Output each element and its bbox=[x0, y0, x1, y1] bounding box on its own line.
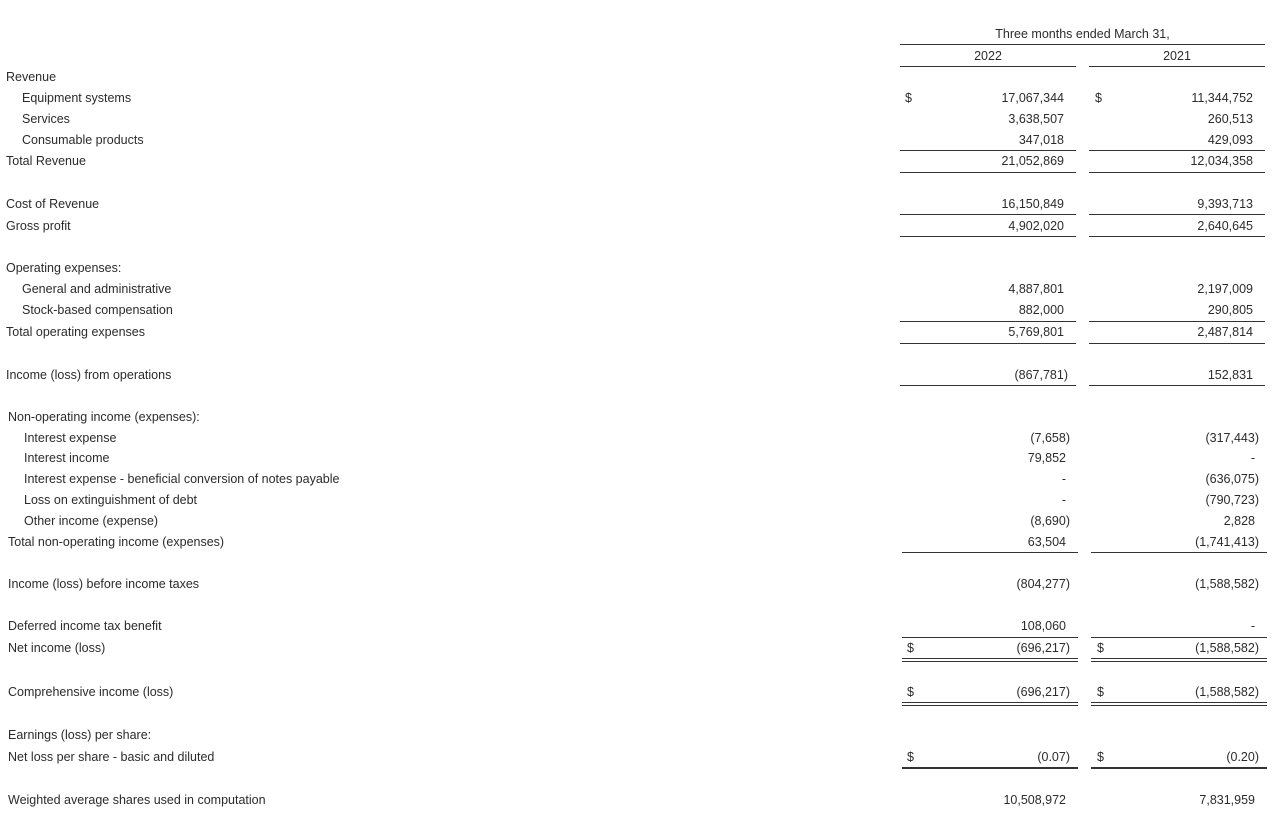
double-total-line bbox=[902, 661, 1078, 662]
services-2021: 260,513 bbox=[1207, 112, 1253, 126]
net-income-label: Net income (loss) bbox=[8, 641, 106, 655]
total-line bbox=[1089, 172, 1265, 173]
total-line bbox=[1089, 343, 1265, 344]
net-income-2022: (696,217) bbox=[1016, 641, 1070, 655]
comprehensive-income-label: Comprehensive income (loss) bbox=[8, 685, 174, 699]
equipment-systems-2022: 17,067,344 bbox=[1001, 91, 1064, 105]
total-line bbox=[1089, 385, 1265, 386]
year-2022-header: 2022 bbox=[974, 49, 1002, 63]
operating-expenses-heading: Operating expenses: bbox=[6, 261, 122, 275]
income-before-taxes-2021: (1,588,582) bbox=[1195, 577, 1259, 591]
non-operating-heading: Non-operating income (expenses): bbox=[8, 410, 200, 424]
double-total-line bbox=[1091, 705, 1267, 706]
comprehensive-income-2022: (696,217) bbox=[1016, 685, 1070, 699]
total-operating-expenses-2022: 5,769,801 bbox=[1008, 325, 1064, 339]
general-administrative-2022: 4,887,801 bbox=[1008, 282, 1064, 296]
currency-symbol: $ bbox=[907, 685, 914, 699]
loss-on-extinguishment-2022: - bbox=[1061, 493, 1066, 507]
total-line bbox=[900, 236, 1076, 237]
year-a-underline bbox=[900, 66, 1076, 67]
currency-symbol: $ bbox=[907, 641, 914, 655]
subtotal-line bbox=[1089, 214, 1265, 215]
comprehensive-income-2021: (1,588,582) bbox=[1195, 685, 1259, 699]
net-loss-per-share-label: Net loss per share - basic and diluted bbox=[8, 750, 215, 764]
year-2021-header: 2021 bbox=[1163, 49, 1191, 63]
total-line bbox=[1089, 236, 1265, 237]
total-non-operating-label: Total non-operating income (expenses) bbox=[8, 535, 225, 549]
stock-based-compensation-label: Stock-based compensation bbox=[22, 303, 173, 317]
net-income-2021: (1,588,582) bbox=[1195, 641, 1259, 655]
year-b-underline bbox=[1089, 66, 1265, 67]
currency-symbol: $ bbox=[907, 750, 914, 764]
interest-expense-label: Interest expense bbox=[24, 431, 117, 445]
subtotal-line bbox=[900, 214, 1076, 215]
interest-expense-beneficial-2022: - bbox=[1061, 472, 1066, 486]
currency-symbol: $ bbox=[1097, 641, 1104, 655]
total-revenue-2022: 21,052,869 bbox=[1001, 154, 1064, 168]
gross-profit-2021: 2,640,645 bbox=[1197, 219, 1253, 233]
subtotal-line bbox=[900, 150, 1076, 151]
weighted-average-shares-2021: 7,831,959 bbox=[1199, 793, 1255, 807]
interest-expense-beneficial-label: Interest expense - beneficial conversion of notes payable bbox=[24, 472, 340, 486]
double-total-line bbox=[1091, 661, 1267, 662]
interest-income-label: Interest income bbox=[24, 451, 110, 465]
income-from-operations-2021: 152,831 bbox=[1207, 368, 1253, 382]
double-total-line bbox=[902, 702, 1078, 703]
consumable-products-label: Consumable products bbox=[22, 133, 144, 147]
general-administrative-2021: 2,197,009 bbox=[1197, 282, 1253, 296]
currency-symbol: $ bbox=[1097, 685, 1104, 699]
total-revenue-label: Total Revenue bbox=[6, 154, 86, 168]
subtotal-line bbox=[1091, 637, 1267, 638]
other-income-2021: 2,828 bbox=[1223, 514, 1255, 528]
interest-expense-beneficial-2021: (636,075) bbox=[1205, 472, 1259, 486]
income-before-taxes-label: Income (loss) before income taxes bbox=[8, 577, 200, 591]
total-line bbox=[900, 343, 1076, 344]
consumable-products-2022: 347,018 bbox=[1018, 133, 1064, 147]
deferred-tax-benefit-2021: - bbox=[1250, 619, 1255, 633]
currency-symbol: $ bbox=[1095, 91, 1102, 105]
gross-profit-label: Gross profit bbox=[6, 219, 71, 233]
total-non-operating-2022: 63,504 bbox=[1027, 535, 1066, 549]
total-line bbox=[900, 172, 1076, 173]
interest-income-2022: 79,852 bbox=[1027, 451, 1066, 465]
double-total-line bbox=[902, 658, 1078, 659]
double-total-line bbox=[1091, 658, 1267, 659]
total-line bbox=[1091, 552, 1267, 553]
double-total-line bbox=[1091, 702, 1267, 703]
currency-symbol: $ bbox=[905, 91, 912, 105]
income-from-operations-2022: (867,781) bbox=[1014, 368, 1068, 382]
net-loss-per-share-2022: (0.07) bbox=[1037, 750, 1070, 764]
equipment-systems-label: Equipment systems bbox=[22, 91, 132, 105]
header-underline bbox=[900, 44, 1265, 45]
interest-expense-2021: (317,443) bbox=[1205, 431, 1259, 445]
subtotal-line bbox=[1089, 321, 1265, 322]
cost-of-revenue-label: Cost of Revenue bbox=[6, 197, 100, 211]
subtotal-line bbox=[900, 321, 1076, 322]
net-loss-per-share-2021: (0.20) bbox=[1226, 750, 1259, 764]
weighted-average-shares-label: Weighted average shares used in computation bbox=[8, 793, 266, 807]
general-administrative-label: General and administrative bbox=[22, 282, 172, 296]
other-income-2022: (8,690) bbox=[1030, 514, 1070, 528]
cost-of-revenue-2022: 16,150,849 bbox=[1001, 197, 1064, 211]
deferred-tax-benefit-2022: 108,060 bbox=[1020, 619, 1066, 633]
period-header: Three months ended March 31, bbox=[995, 27, 1170, 41]
interest-income-2021: - bbox=[1250, 451, 1255, 465]
services-label: Services bbox=[22, 112, 70, 126]
loss-on-extinguishment-2021: (790,723) bbox=[1205, 493, 1259, 507]
total-revenue-2021: 12,034,358 bbox=[1190, 154, 1253, 168]
stock-based-compensation-2022: 882,000 bbox=[1018, 303, 1064, 317]
total-non-operating-2021: (1,741,413) bbox=[1195, 535, 1259, 549]
income-from-operations-label: Income (loss) from operations bbox=[6, 368, 172, 382]
double-total-line bbox=[902, 705, 1078, 706]
currency-symbol: $ bbox=[1097, 750, 1104, 764]
consumable-products-2021: 429,093 bbox=[1207, 133, 1253, 147]
total-operating-expenses-2021: 2,487,814 bbox=[1197, 325, 1253, 339]
total-line bbox=[1091, 767, 1267, 769]
income-before-taxes-2022: (804,277) bbox=[1016, 577, 1070, 591]
total-line bbox=[902, 767, 1078, 769]
subtotal-line bbox=[902, 637, 1078, 638]
total-operating-expenses-label: Total operating expenses bbox=[6, 325, 145, 339]
revenue-heading: Revenue bbox=[6, 70, 57, 84]
deferred-tax-benefit-label: Deferred income tax benefit bbox=[8, 619, 162, 633]
cost-of-revenue-2021: 9,393,713 bbox=[1197, 197, 1253, 211]
services-2022: 3,638,507 bbox=[1008, 112, 1064, 126]
subtotal-line bbox=[1089, 150, 1265, 151]
stock-based-compensation-2021: 290,805 bbox=[1207, 303, 1253, 317]
total-line bbox=[900, 385, 1076, 386]
gross-profit-2022: 4,902,020 bbox=[1008, 219, 1064, 233]
loss-on-extinguishment-label: Loss on extinguishment of debt bbox=[24, 493, 198, 507]
interest-expense-2022: (7,658) bbox=[1030, 431, 1070, 445]
equipment-systems-2021: 11,344,752 bbox=[1191, 91, 1253, 105]
total-line bbox=[902, 552, 1078, 553]
weighted-average-shares-2022: 10,508,972 bbox=[1003, 793, 1066, 807]
other-income-label: Other income (expense) bbox=[24, 514, 159, 528]
eps-heading: Earnings (loss) per share: bbox=[8, 728, 152, 742]
